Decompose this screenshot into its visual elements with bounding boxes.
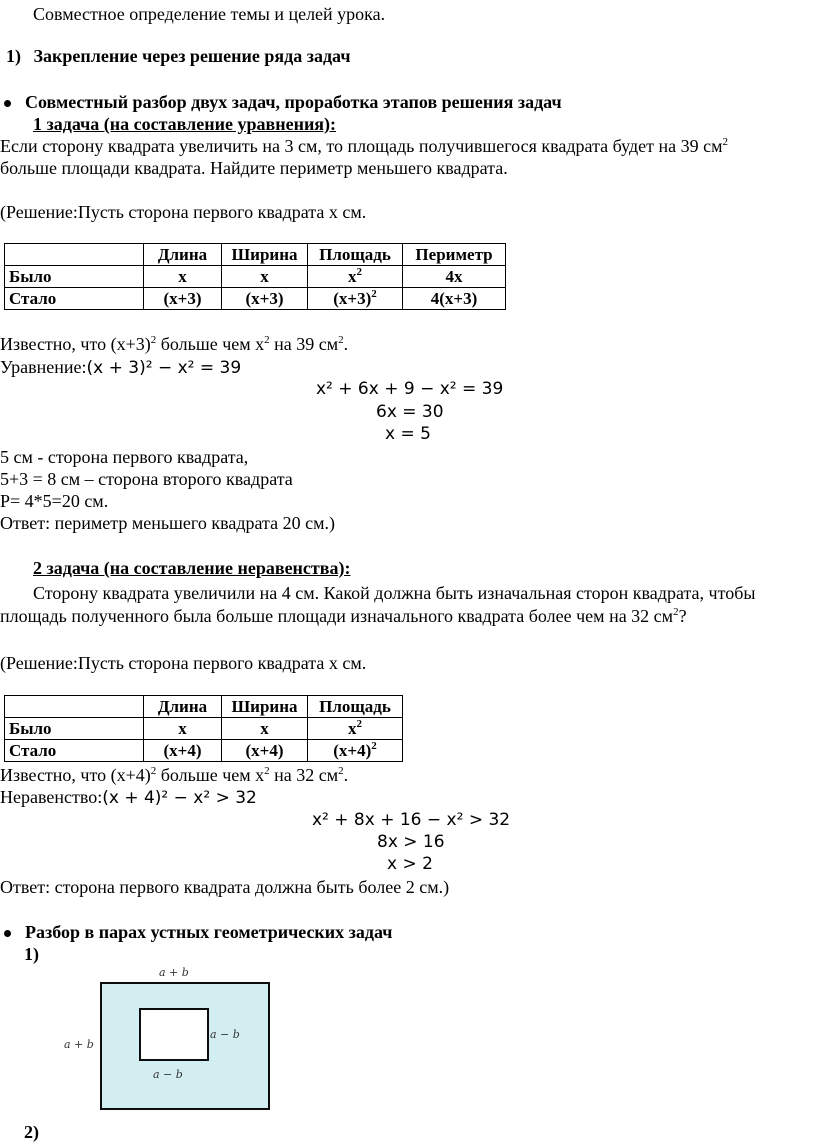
task2-inequality-step3: x > 2 bbox=[387, 854, 433, 874]
table-cell: x bbox=[144, 266, 222, 288]
section-1-heading bbox=[6, 45, 350, 67]
task1-known-statement: Известно, что $(x+3)^2$ больше чем $x^2$ на 39 $см^2$. bbox=[0, 334, 349, 354]
label-inner-bottom: a − b bbox=[153, 1068, 183, 1081]
item-2-number: 2) bbox=[24, 1122, 39, 1142]
task1-answer-line1: 5 см - сторона первого квадрата, bbox=[0, 447, 249, 467]
table-row bbox=[5, 740, 403, 762]
table-cell: x bbox=[222, 718, 308, 740]
table-header-row bbox=[5, 244, 506, 266]
table-cell: $(x+3)^2$ bbox=[308, 288, 403, 310]
table-row bbox=[5, 288, 506, 310]
task1-answer-line3: P= 4*5=20 см. bbox=[0, 491, 109, 511]
table-row-label: Стало bbox=[5, 288, 144, 310]
table-cell: x bbox=[222, 266, 308, 288]
bullet-pair-tasks bbox=[4, 921, 392, 943]
table-header-cell: Ширина bbox=[222, 244, 308, 266]
table-header-cell: Ширина bbox=[222, 696, 308, 718]
table-cell: $(x+4)^2$ bbox=[308, 740, 403, 762]
task1-equation-step1: x² + 6x + 9 − x² = 39 bbox=[316, 379, 504, 399]
task1-answer-line4: Ответ: периметр меньшего квадрата 20 см.) bbox=[0, 513, 335, 533]
table-row bbox=[5, 266, 506, 288]
table-header-cell: Площадь bbox=[308, 244, 403, 266]
table-header-cell: Периметр bbox=[403, 244, 506, 266]
inner-square bbox=[140, 1009, 208, 1060]
task1-solution-intro: (Решение:Пусть сторона первого квадрата x см. bbox=[0, 202, 367, 222]
table-row bbox=[5, 718, 403, 740]
task1-equation-line: Уравнение:(x + 3)² − x² = 39 bbox=[0, 357, 242, 378]
label-outer-top: a + b bbox=[159, 966, 189, 979]
table-header-cell: Площадь bbox=[308, 696, 403, 718]
task2-known-statement: Известно, что $(x+4)^2$ больше чем $x^2$ на 32 $см^2$. bbox=[0, 765, 349, 785]
table-header-row bbox=[5, 696, 403, 718]
task1-equation-step2: 6x = 30 bbox=[376, 402, 444, 422]
bullet-joint-analysis bbox=[4, 91, 562, 113]
bullet-pair-tasks-text: Разбор в парах устных геометрических задач bbox=[25, 922, 393, 942]
task2-inequality-step2: 8x > 16 bbox=[377, 832, 445, 852]
task2-inequality-line: Неравенство:(x + 4)² − x² > 32 bbox=[0, 787, 257, 808]
task2-heading: 2 задача (на составление неравенства): bbox=[33, 558, 351, 578]
table-row-label: Было bbox=[5, 718, 144, 740]
bullet-dot-icon bbox=[4, 930, 11, 937]
task2-table bbox=[4, 695, 403, 762]
task1-text-line1: Если сторону квадрата увеличить на 3 см, то площадь получившегося квадрата будет на 39 $см^2$ bbox=[0, 136, 728, 156]
task2-answer: Ответ: сторона первого квадрата должна быть более 2 см.) bbox=[0, 877, 450, 897]
task1-heading: 1 задача (на составление уравнения): bbox=[33, 114, 337, 134]
label-outer-left: a + b bbox=[64, 1038, 94, 1051]
table-row-label: Было bbox=[5, 266, 144, 288]
table-cell: (x+3) bbox=[144, 288, 222, 310]
bullet-joint-analysis-text: Совместный разбор двух задач, проработка этапов решения задач bbox=[25, 92, 562, 112]
task1-answer-line2: 5+3 = 8 см – сторона второго квадрата bbox=[0, 469, 293, 489]
section-1-title: Закрепление через решение ряда задач bbox=[33, 46, 351, 66]
table-cell: (x+4) bbox=[222, 740, 308, 762]
task1-table bbox=[4, 243, 506, 310]
table-cell bbox=[5, 696, 144, 718]
table-cell: (x+3) bbox=[222, 288, 308, 310]
bullet-dot-icon bbox=[4, 100, 11, 107]
table-cell: 4x bbox=[403, 266, 506, 288]
table-cell: (x+4) bbox=[144, 740, 222, 762]
square-figure bbox=[60, 962, 320, 1112]
task1-equation-step3: x = 5 bbox=[385, 424, 431, 444]
task2-inequality-step1: x² + 8x + 16 − x² > 32 bbox=[312, 810, 511, 830]
section-1-number: 1) bbox=[6, 46, 21, 66]
task2-text-line1: Сторону квадрата увеличили на 4 см. Какой должна быть изначальная сторон квадрата, чтобы bbox=[33, 583, 756, 603]
square-diagram bbox=[60, 962, 320, 1112]
task2-inequality: (x + 4)² − x² > 32 bbox=[102, 788, 257, 808]
intro-text: Совместное определение темы и целей урока. bbox=[33, 4, 386, 24]
table-cell: x bbox=[144, 718, 222, 740]
task2-text-line2: площадь полученного была больше площади изначального квадрата более чем на 32 $см^2$? bbox=[0, 606, 687, 626]
table-cell: $x^2$ bbox=[308, 266, 403, 288]
task2-solution-intro: (Решение:Пусть сторона первого квадрата x см. bbox=[0, 653, 367, 673]
label-inner-right: a − b bbox=[210, 1028, 240, 1041]
table-cell: $x^2$ bbox=[308, 718, 403, 740]
table-cell: 4(x+3) bbox=[403, 288, 506, 310]
task1-equation: (x + 3)² − x² = 39 bbox=[86, 358, 242, 378]
table-header-cell: Длина bbox=[144, 244, 222, 266]
task1-text-line2: больше площади квадрата. Найдите периметр меньшего квадрата. bbox=[0, 158, 508, 178]
item-1-number: 1) bbox=[24, 944, 39, 964]
table-row-label: Стало bbox=[5, 740, 144, 762]
table-header-cell: Длина bbox=[144, 696, 222, 718]
table-cell bbox=[5, 244, 144, 266]
